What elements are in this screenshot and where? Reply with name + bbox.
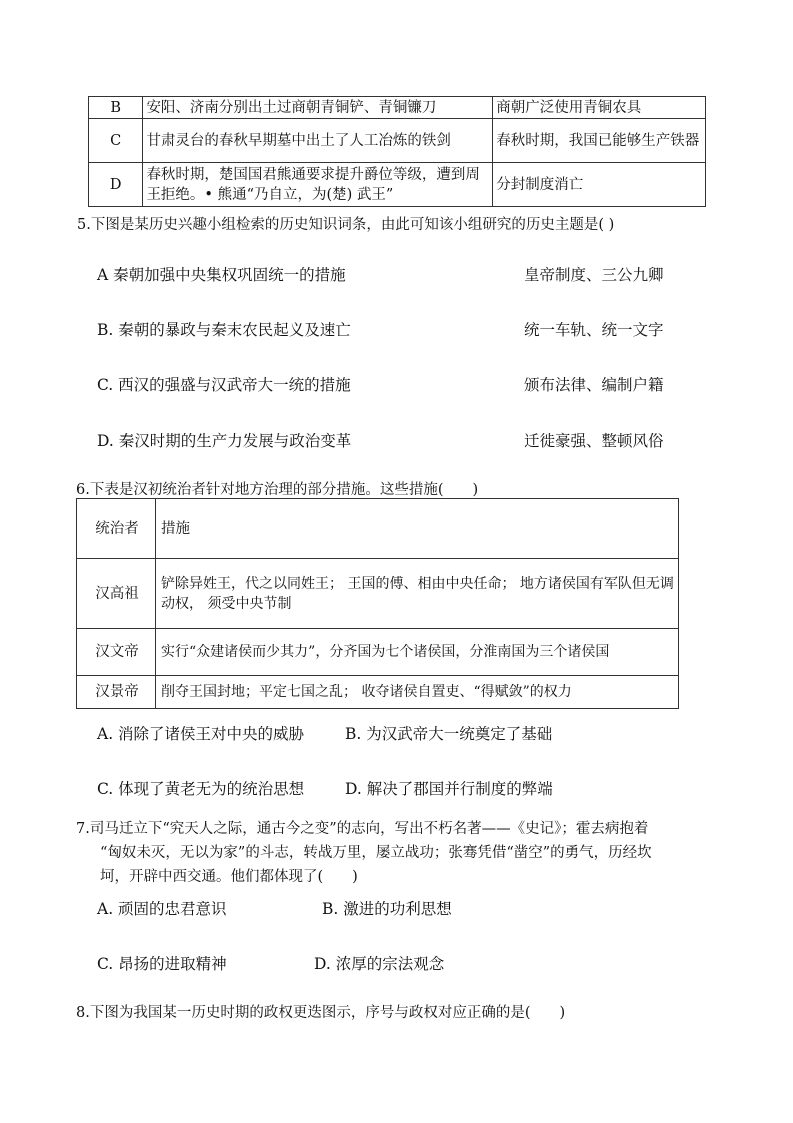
- q7-option-b: B. 激进的功利思想: [322, 900, 452, 918]
- q5-option-c: C. 西汉的强盛与汉武帝大一统的措施: [97, 376, 351, 394]
- measure-cell: 实行“众建诸侯而少其力”，分齐国为七个诸侯国，分淮南国为三个诸侯国: [156, 629, 679, 676]
- question6-stem: 6.下表是汉初统治者针对地方治理的部分措施。这些措施( ): [76, 482, 479, 498]
- ruler-cell: 汉高祖: [77, 559, 156, 629]
- q5-term-b: 统一车轨、统一文字: [524, 321, 664, 339]
- question5-stem: 5.下图是某历史兴趣小组检索的历史知识词条，由此可知该小组研究的历史主题是( ): [77, 217, 615, 233]
- ruler-cell: 汉景帝: [77, 676, 156, 709]
- table-row: [77, 676, 679, 709]
- option-label: C: [89, 119, 143, 163]
- question6-table: [76, 498, 679, 709]
- question4-table: [88, 96, 706, 207]
- table-row: [89, 119, 706, 163]
- q5-term-d: 迁徙豪强、整顿风俗: [524, 432, 664, 450]
- table-header-row: [77, 499, 679, 559]
- table-row: [89, 163, 706, 207]
- evidence-cell: 甘肃灵台的春秋早期墓中出土了人工冶炼的铁剑: [143, 119, 493, 163]
- q7-option-c: C. 昂扬的进取精神: [97, 955, 227, 973]
- conclusion-cell: 商朝广泛使用青铜农具: [493, 97, 706, 119]
- q7-option-d: D. 浓厚的宗法观念: [314, 955, 445, 973]
- q6-option-c: C. 体现了黄老无为的统治思想: [97, 780, 305, 798]
- conclusion-cell: 分封制度消亡: [493, 163, 706, 207]
- evidence-cell: 安阳、济南分别出土过商朝青铜铲、青铜镰刀: [143, 97, 493, 119]
- table-row: [77, 559, 679, 629]
- ruler-cell: 汉文帝: [77, 629, 156, 676]
- q7-option-a: A. 顽固的忠君意识: [97, 900, 227, 918]
- question7-line2: “匈奴未灭，无以为家”的斗志，转战万里，屡立战功；张骞凭借“凿空”的勇气，历经坎: [100, 845, 652, 861]
- table-row: [89, 97, 706, 119]
- q6-option-b: B. 为汉武帝大一统奠定了基础: [345, 725, 553, 743]
- q5-term-c: 颁布法律、编制户籍: [524, 376, 664, 394]
- question7-line3: 坷，开辟中西交通。他们都体现了( ): [100, 869, 358, 885]
- header-measure: 措施: [156, 499, 679, 559]
- question8-stem: 8.下图为我国某一历史时期的政权更迭图示，序号与政权对应正确的是( ): [76, 1005, 566, 1021]
- option-label: B: [89, 97, 143, 119]
- q6-option-d: D. 解决了郡国并行制度的弊端: [345, 780, 553, 798]
- q5-option-b: B. 秦朝的暴政与秦末农民起义及速亡: [97, 321, 351, 339]
- evidence-cell: 春秋时期，楚国国君熊通要求提升爵位等级，遭到周王拒绝。• 熊通“乃自立，为(楚) 武王”: [143, 163, 493, 207]
- table-row: [77, 629, 679, 676]
- q5-term-a: 皇帝制度、三公九卿: [524, 266, 664, 284]
- option-label: D: [89, 163, 143, 207]
- q5-option-a: A 秦朝加强中央集权巩固统一的措施: [97, 266, 346, 284]
- q5-option-d: D. 秦汉时期的生产力发展与政治变革: [97, 432, 352, 450]
- header-ruler: 统治者: [77, 499, 156, 559]
- conclusion-cell: 春秋时期，我国已能够生产铁器: [493, 119, 706, 163]
- measure-cell: 削夺王国封地；平定七国之乱； 收夺诸侯自置吏、“得赋敛”的权力: [156, 676, 679, 709]
- question7-line1: 7.司马迁立下“究天人之际，通古今之变”的志向，写出不朽名著——《史记》；霍去病抱着: [76, 821, 649, 837]
- measure-cell: 铲除异姓王，代之以同姓王； 王国的傅、相由中央任命； 地方诸侯国有军队但无调动权， 须受中央节制: [156, 559, 679, 629]
- q6-option-a: A. 消除了诸侯王对中央的威胁: [97, 725, 305, 743]
